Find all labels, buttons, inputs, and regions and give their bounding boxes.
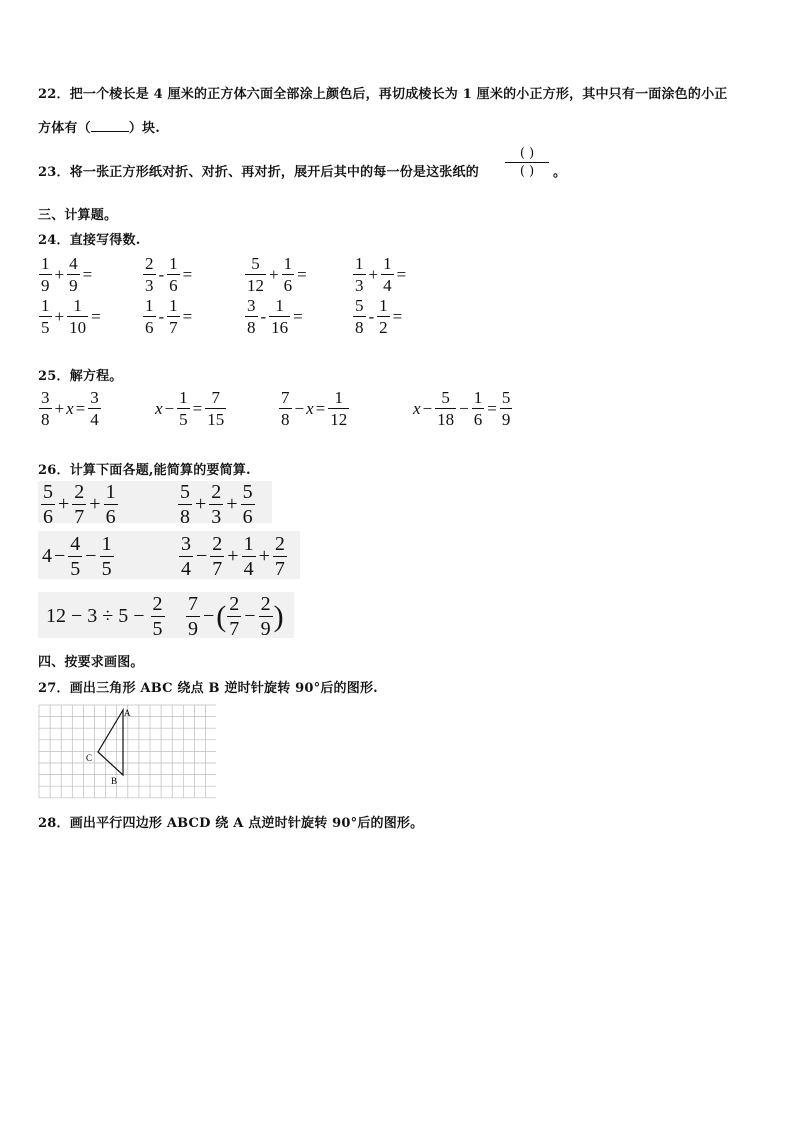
q23-answer-fraction[interactable]	[505, 146, 549, 179]
denominator-blank[interactable]: ( )	[519, 164, 535, 179]
q28-text: 28．画出平行四边形 ABCD 绕 A 点逆时针旋转 90°后的图形。	[38, 816, 424, 831]
vertex-label-c: C	[86, 753, 93, 763]
grid-lines	[39, 705, 216, 798]
q24-item-7: $\frac{3}{8}$ - $\frac{1}{16}$ =	[247, 296, 303, 337]
q25-equation-4: x − $\frac{5}{18}$ − $\frac{1}{6}$ = $\frac{5}{9}$	[413, 388, 511, 429]
q25-equation-1: $\frac{3}{8}$ + x = $\frac{3}{4}$	[41, 388, 99, 429]
numerator-blank[interactable]: ( )	[519, 146, 535, 161]
q24-item-8: $\frac{5}{8}$ - $\frac{1}{2}$ =	[355, 296, 403, 337]
q24-title: 24．直接写得数.	[38, 233, 141, 248]
q24-item-4: $\frac{1}{3}$ + $\frac{1}{4}$ =	[355, 254, 407, 295]
q27-grid-figure[interactable]	[38, 704, 218, 800]
q24-item-2: $\frac{2}{3}$ - $\frac{1}{6}$ =	[145, 254, 193, 295]
q27-text: 27．画出三角形 ABC 绕点 B 逆时针旋转 90°后的图形.	[38, 681, 378, 696]
triangle-abc	[98, 710, 123, 775]
q22-line2	[38, 117, 160, 136]
q22-line2-pre: 方体有（	[38, 121, 91, 136]
q26-expression-2b: $\frac{3}{4}$ − $\frac{2}{7}$ + $\frac{1}{4}$ + $\frac{2}{7}$	[181, 533, 285, 580]
q26-expression-2a: 4 − $\frac{4}{5}$ − $\frac{1}{5}$	[42, 533, 112, 580]
answer-blank[interactable]	[91, 119, 129, 132]
q25-equation-2: x − $\frac{1}{5}$ = $\frac{7}{15}$	[155, 388, 225, 429]
q25-title: 25．解方程。	[38, 369, 123, 384]
q24-item-6: $\frac{1}{6}$ - $\frac{1}{7}$ =	[145, 296, 193, 337]
q24-item-5: $\frac{1}{5}$ + $\frac{1}{10}$ =	[41, 296, 101, 337]
q26-expression-1b: $\frac{5}{8}$ + $\frac{2}{3}$ + $\frac{5}{6}$	[180, 481, 253, 528]
q26-expression-3b: $\frac{7}{9}$ − ( $\frac{2}{7}$ − $\frac{2}{9}$ )	[188, 593, 284, 640]
q25-equation-3: $\frac{7}{8}$ − x = $\frac{1}{12}$	[281, 388, 348, 429]
q23-end: 。	[553, 165, 567, 180]
q26-expression-3a: 12 − 3 ÷ 5 − $\frac{2}{5}$	[46, 593, 163, 640]
q22-line1: 22．把一个棱长是 4 厘米的正方体六面全部涂上颜色后，再切成棱长为 1 厘米的小正方形，其中只有一面涂色的小正	[38, 87, 728, 102]
q23-text: 23．将一张正方形纸对折、对折、再对折，展开后其中的每一份是这张纸的	[38, 165, 479, 180]
q24-item-1: $\frac{1}{9}$ + $\frac{4}{9}$ =	[41, 254, 93, 295]
section-4-title: 四、按要求画图。	[38, 655, 144, 670]
q24-item-3: $\frac{5}{12}$ + $\frac{1}{6}$ =	[247, 254, 307, 295]
vertex-label-b: B	[111, 776, 118, 786]
q26-expression-1a: $\frac{5}{6}$ + $\frac{2}{7}$ + $\frac{1}{6}$	[43, 481, 116, 528]
q26-title: 26．计算下面各题,能简算的要简算.	[38, 463, 251, 478]
vertex-label-a: A	[124, 708, 131, 718]
q22-line2-post: ）块.	[128, 121, 160, 136]
section-3-title: 三、计算题。	[38, 208, 118, 223]
